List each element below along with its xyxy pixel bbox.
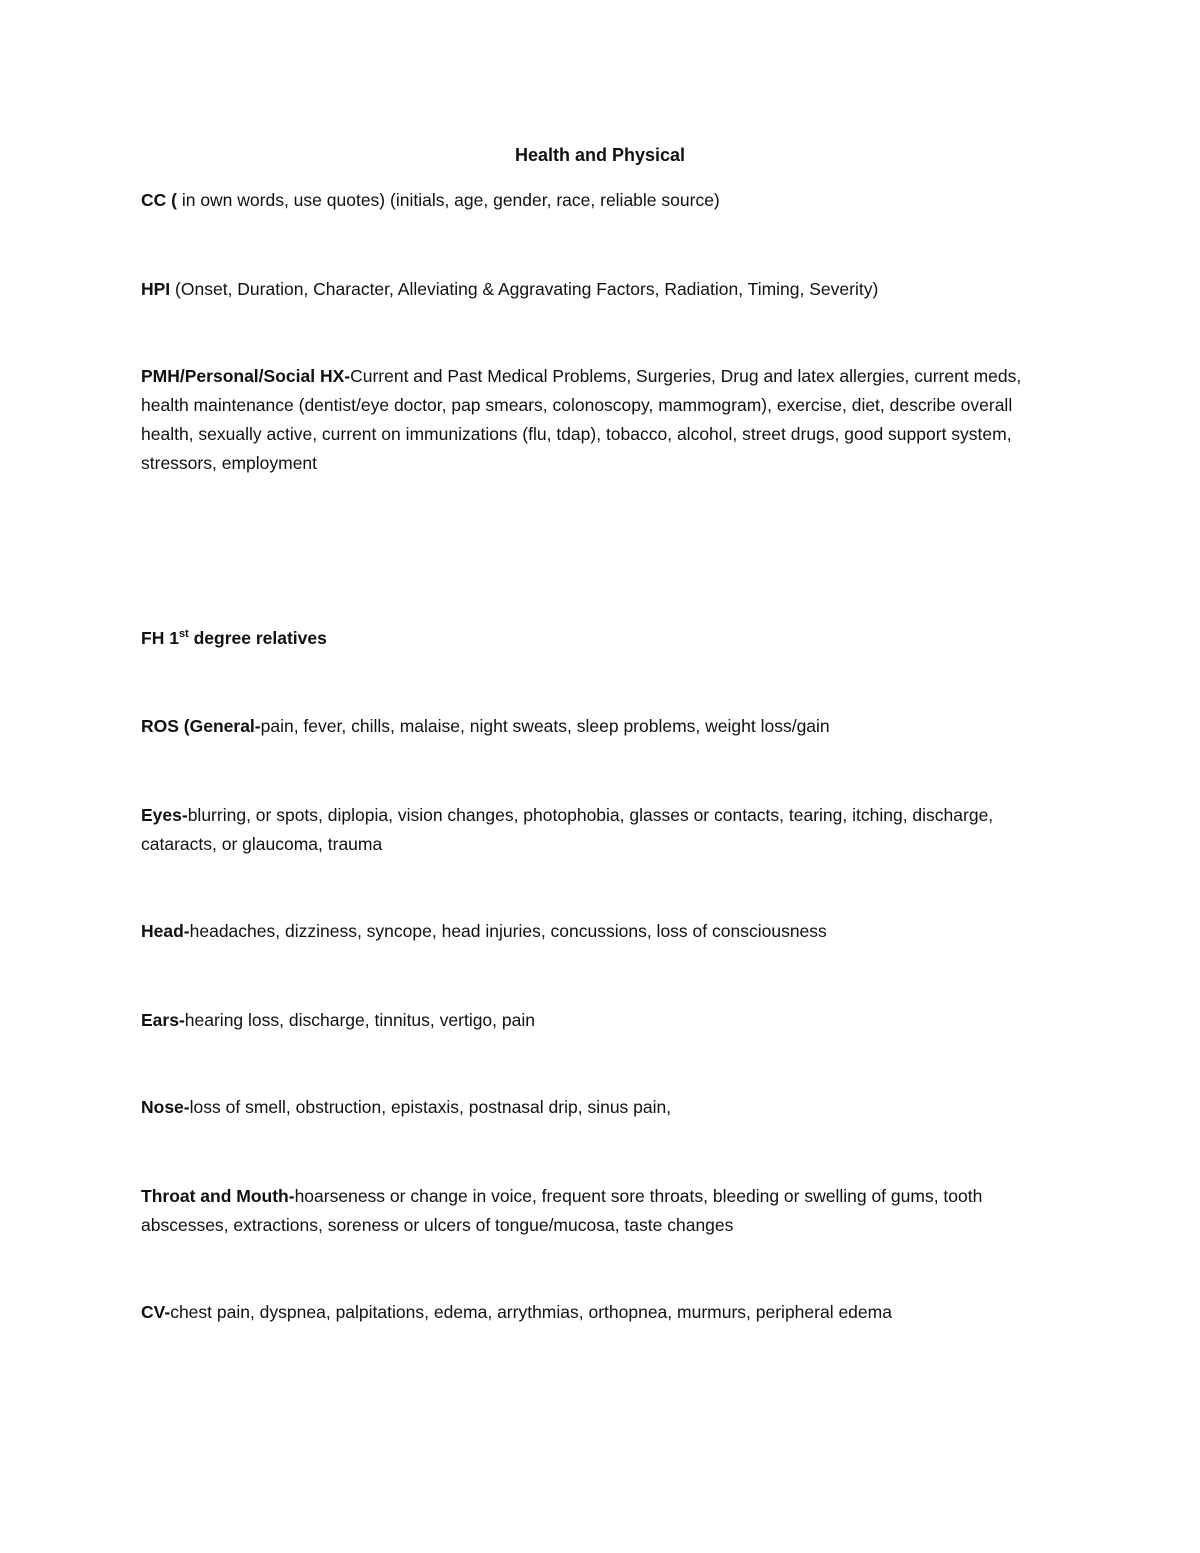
section-throat-label: Throat and Mouth- xyxy=(141,1186,295,1206)
section-fh xyxy=(141,624,1061,653)
section-hpi-text: (Onset, Duration, Character, Alleviating & Aggravating Factors, Radiation, Timing, Severity) xyxy=(170,279,879,299)
section-cv-label: CV- xyxy=(141,1302,171,1322)
section-cc xyxy=(141,186,1061,215)
section-fh-label-pre: FH 1 xyxy=(141,628,179,648)
section-throat-text: hoarseness or change in voice, frequent sore throats, bleeding or swelling of gums, tooth abscesses, extractions, soreness or ulcers of tongue/mucosa, taste changes xyxy=(141,1186,983,1235)
section-pmh-label: PMH/Personal/Social HX- xyxy=(141,366,351,386)
section-head xyxy=(141,917,1061,946)
section-nose-label: Nose- xyxy=(141,1097,190,1117)
section-hpi-label: HPI xyxy=(141,279,171,299)
section-fh-label-sup: st xyxy=(178,628,189,641)
section-eyes-label: Eyes- xyxy=(141,805,188,825)
section-eyes-text: blurring, or spots, diplopia, vision changes, photophobia, glasses or contacts, tearing, itching, discharge, cataracts, or glaucoma, trauma xyxy=(141,805,994,854)
section-ears-text: hearing loss, discharge, tinnitus, vertigo, pain xyxy=(184,1010,535,1030)
document-title: Health and Physical xyxy=(514,145,686,165)
section-eyes xyxy=(141,801,1061,859)
section-cv-text: chest pain, dyspnea, palpitations, edema, arrythmias, orthopnea, murmurs, peripheral edema xyxy=(170,1302,892,1322)
section-cc-text: in own words, use quotes) (initials, age, gender, race, reliable source) xyxy=(176,190,720,210)
section-ros-label: ROS (General- xyxy=(141,716,261,736)
section-ros-text: pain, fever, chills, malaise, night sweats, sleep problems, weight loss/gain xyxy=(260,716,830,736)
section-head-text: headaches, dizziness, syncope, head injuries, concussions, loss of consciousness xyxy=(189,921,827,941)
section-head-label: Head- xyxy=(141,921,190,941)
section-ros xyxy=(141,712,1061,741)
section-cv xyxy=(141,1298,1061,1327)
section-ears xyxy=(141,1006,1061,1035)
section-nose-text: loss of smell, obstruction, epistaxis, postnasal drip, sinus pain, xyxy=(189,1097,672,1117)
section-throat xyxy=(141,1182,1061,1240)
section-fh-label-post: degree relatives xyxy=(188,628,327,648)
section-nose xyxy=(141,1093,1061,1122)
section-pmh xyxy=(141,362,1061,478)
section-hpi xyxy=(141,275,1061,304)
section-ears-label: Ears- xyxy=(141,1010,185,1030)
section-cc-label: CC ( xyxy=(141,190,177,210)
section-pmh-text: Current and Past Medical Problems, Surgeries, Drug and latex allergies, current meds, health maintenance (dentist/eye doctor, pap smears, colonoscopy, mammogram), exercise, diet, describe overall health, sexually active, current on immunizations (flu, tdap), tobacco, alcohol, street drugs, good support system, stressors, employment xyxy=(141,366,1022,473)
